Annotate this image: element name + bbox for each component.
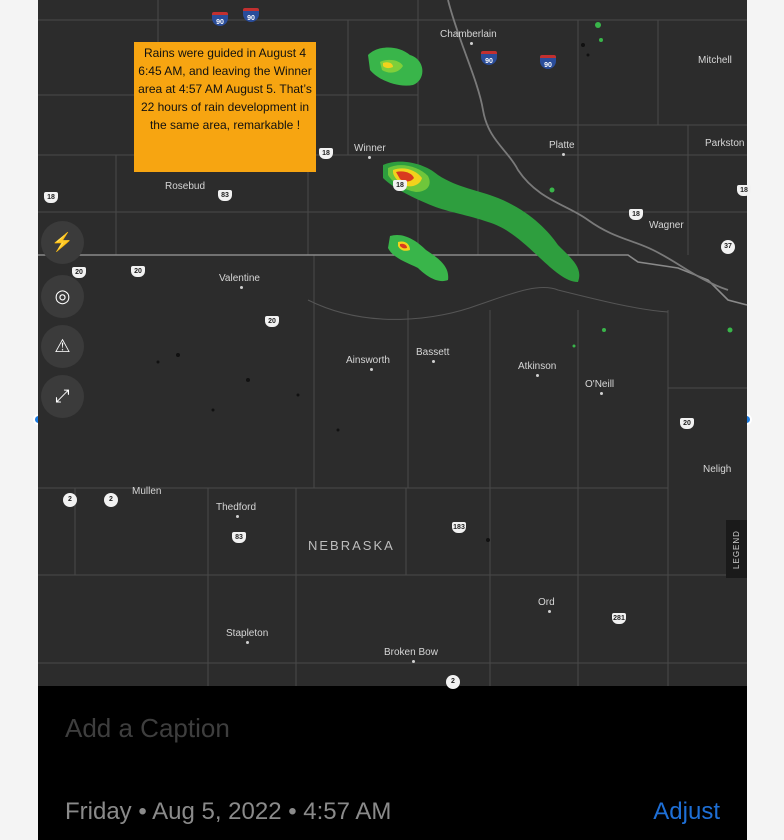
caption-input[interactable]: Add a Caption [65,713,230,743]
interstate-90-shield: 90 [243,8,259,22]
town-dot [240,286,243,289]
town-stapleton: Stapleton [226,628,269,639]
photo-frame [38,0,747,840]
us-281-shield: 281 [613,615,625,622]
lightning-button[interactable] [41,221,84,264]
expand-icon: ⤢ [55,386,70,406]
legend-label: LEGEND [732,529,741,569]
town-dot [470,42,473,45]
town-dot [412,660,415,663]
town-broken-bow: Broken Bow [384,647,438,658]
us-18-shield: 18 [393,180,407,191]
town-dot [432,360,435,363]
town-ainsworth: Ainsworth [346,355,390,366]
town-atkinson: Atkinson [518,361,557,372]
us-18-shield: 18 [319,148,333,159]
interstate-90-shield: 90 [481,51,497,65]
state-route-2-marker: 2 [446,675,460,689]
us-20-shield: 20 [680,418,694,429]
town-bassett: Bassett [416,347,450,358]
radar-icon: ◎ [54,286,71,306]
us-18-shield: 18 [737,185,751,196]
town-wagner: Wagner [649,220,684,231]
photo-datetime: Friday • Aug 5, 2022 • 4:57 AM [65,798,392,825]
town-dot [368,156,371,159]
town-parkston: Parkston [705,138,745,149]
us-83-shield: 83 [232,532,246,543]
adjust-button[interactable]: Adjust [653,798,720,825]
us-18-shield: 18 [629,209,643,220]
legend-tab[interactable] [726,520,747,578]
state-route-37-marker: 37 [721,240,735,254]
us-20-shield: 20 [131,266,145,277]
lightning-icon: ⚡ [51,232,74,252]
annotation-note: Rains were guided in August 4 6:45 AM, and leaving the Winner area at 4:57 AM August 5. That’s 22 hours of rain development in the same area, remarkable ! [134,42,316,172]
town-platte: Platte [549,140,575,151]
town-dot [246,641,249,644]
town-dot [370,368,373,371]
town-dot [562,153,565,156]
town-valentine: Valentine [219,273,260,284]
us-20-shield: 20 [265,316,279,327]
town-winner: Winner [354,143,386,154]
town-ord: Ord [538,597,555,608]
us-83-shield: 83 [218,190,232,201]
town-mullen: Mullen [132,486,162,497]
us-20-shield: 20 [72,267,86,278]
town-rosebud: Rosebud [165,181,206,192]
town-dot [600,392,603,395]
interstate-90-shield: 90 [212,12,228,26]
interstate-90-shield: 90 [540,55,556,69]
state-route-2-marker: 2 [63,493,77,507]
alerts-button[interactable] [41,325,84,368]
town-dot [548,610,551,613]
town-neligh: Neligh [703,464,732,475]
radar-button[interactable] [41,275,84,318]
town-chamberlain: Chamberlain [440,29,497,40]
town-dot [536,374,539,377]
us-183-shield: 183 [453,524,465,531]
town-dot [236,515,239,518]
alert-icon: ⚠ [54,336,71,356]
town-oneill: O'Neill [585,379,615,390]
state-label: NEBRASKA [308,538,395,553]
town-mitchell: Mitchell [698,55,732,66]
town-thedford: Thedford [216,502,257,513]
expand-button[interactable] [41,375,84,418]
radar-map[interactable] [38,0,747,686]
state-route-2-marker: 2 [104,493,118,507]
us-18-shield: 18 [44,192,58,203]
